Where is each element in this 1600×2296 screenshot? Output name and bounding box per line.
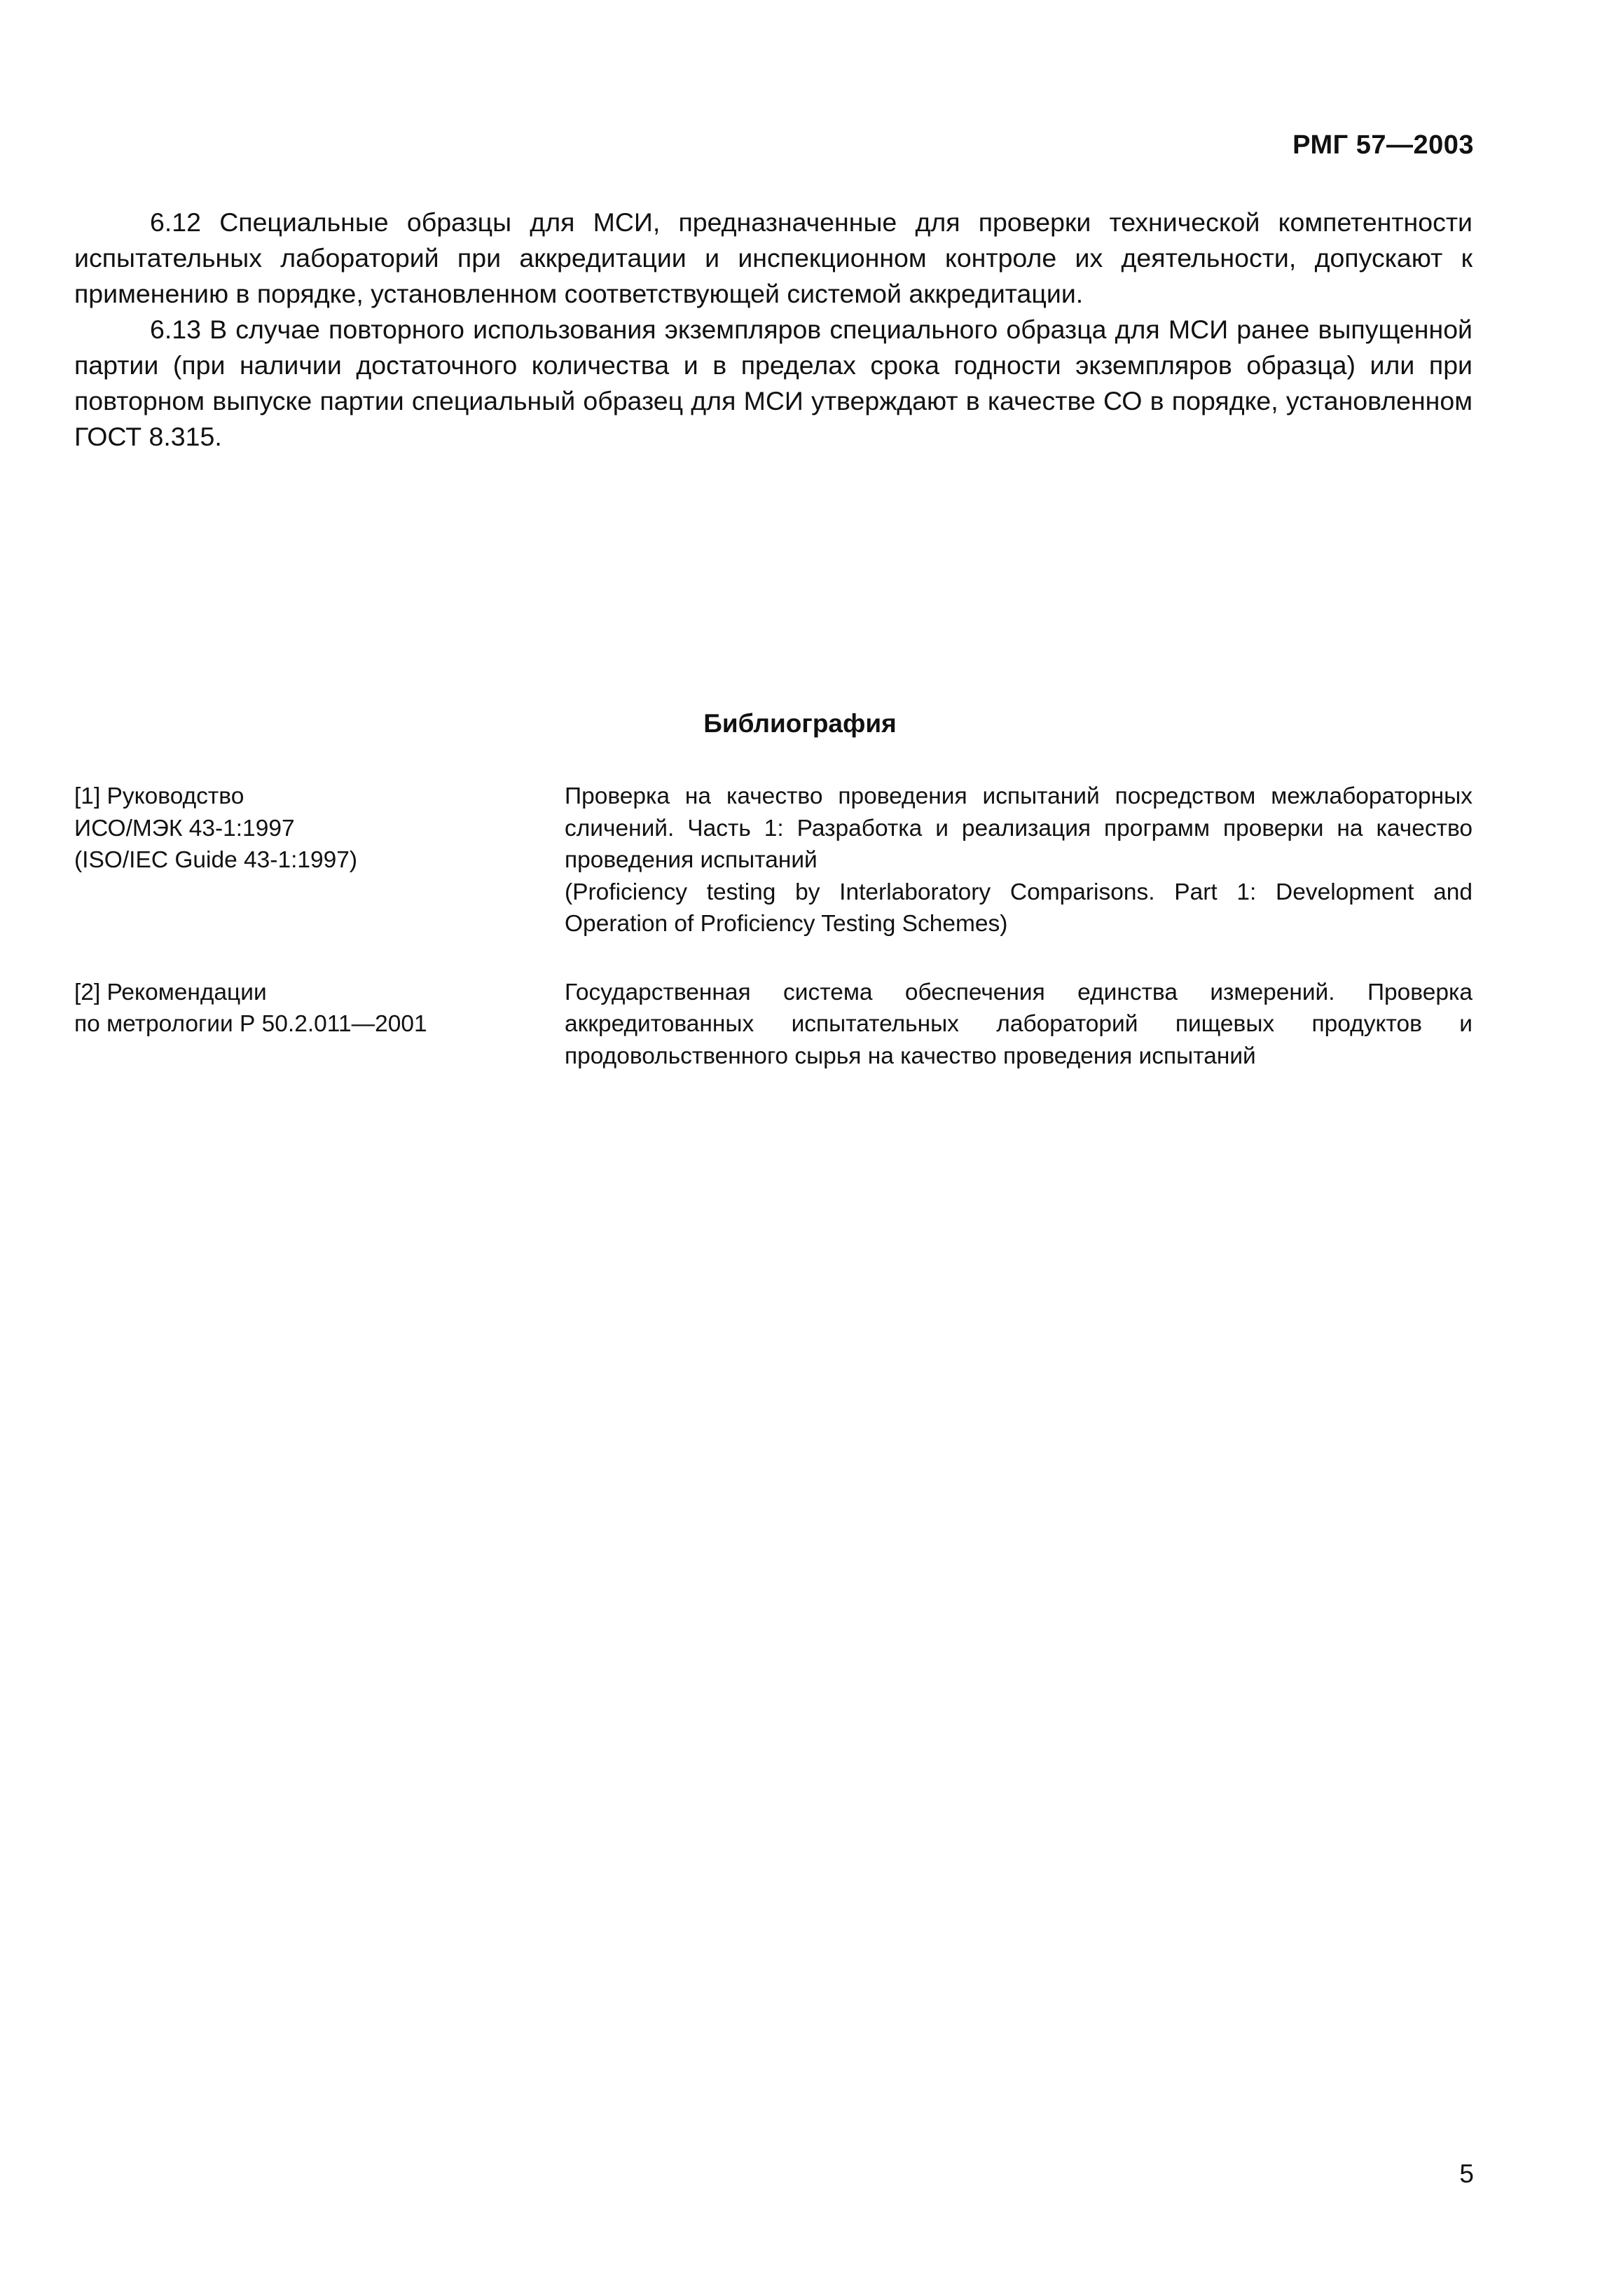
description-text: Проверка на качество проведения испытаний посредством межлабораторных сличений. Часть 1: Разработка и реализация программ проверки на качество проведения испытаний <box>565 783 1473 873</box>
reference-line: [1] Руководство <box>74 783 244 809</box>
paragraph-6-13: 6.13 В случае повторного использования экземпляров специального образца для МСИ ранее выпущенной партии (при наличии достаточного количества и в пределах срока годности экземпляров образца) или при повторном выпуске партии специальный образец для МСИ утверждают в качестве СО в порядке, установленном ГОСТ 8.315. <box>74 315 1473 451</box>
body-text <box>74 205 1473 455</box>
bibliography-title: Библиография <box>703 709 897 738</box>
bibliography-entry <box>74 977 1473 1073</box>
reference-line: [2] Рекомендации <box>74 979 267 1005</box>
bibliography-entry <box>74 781 1473 940</box>
bibliography-list <box>74 781 1473 1108</box>
document-code: РМГ 57—2003 <box>1292 130 1474 160</box>
paragraph-6-12: 6.12 Специальные образцы для МСИ, предназначенные для проверки технической компетентности испытательных лабораторий при аккредитации и инспекционном контроле их деятельности, допускают к применению в порядке, установленном соответствующей системой аккредитации. <box>74 207 1473 308</box>
reference-line: ИСО/МЭК 43-1:1997 <box>74 815 295 841</box>
bibliography-description <box>565 977 1473 1073</box>
page-number: 5 <box>1459 2159 1474 2188</box>
description-text-english: (Proficiency testing by Interlaboratory Comparisons. Part 1: Development and Operation of Proficiency Testing Schemes) <box>565 879 1473 937</box>
bibliography-reference <box>74 781 565 940</box>
bibliography-description <box>565 781 1473 940</box>
description-text: Государственная система обеспечения единства измерений. Проверка аккредитованных испытательных лабораторий пищевых продуктов и продовольственного сырья на качество проведения испытаний <box>565 979 1473 1069</box>
reference-line: (ISO/IEC Guide 43-1:1997) <box>74 847 358 873</box>
bibliography-reference <box>74 977 565 1073</box>
reference-line: по метрологии Р 50.2.011—2001 <box>74 1011 427 1037</box>
